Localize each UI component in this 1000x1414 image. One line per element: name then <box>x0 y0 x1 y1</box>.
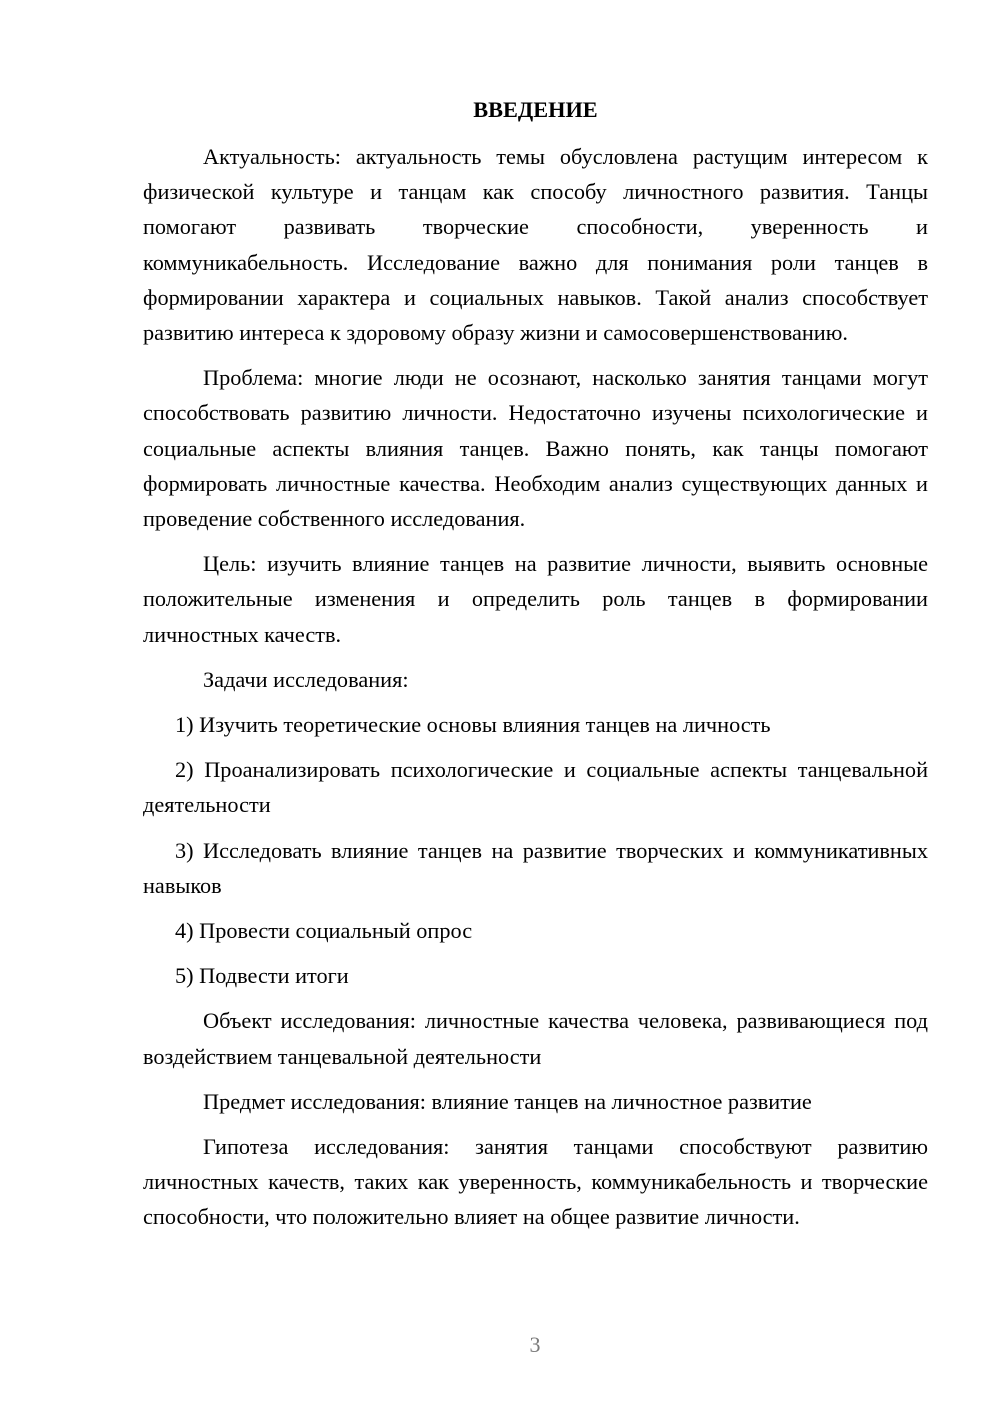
task-item: 3) Исследовать влияние танцев на развитие творческих и коммуникативных навыков <box>143 837 928 898</box>
relevance-paragraph: Актуальность: актуальность темы обусловлена растущим интересом к физической культуре и танцам как способу личностного развития. Танцы помогают развивать творческие способности, уверенность и коммуникабельность. Исследование важно для понимания роли танцев в формировании характера и социальных навыков. Такой анализ способствует развитию интереса к здоровому образу жизни и самосовершенствованию. <box>143 144 928 346</box>
document-page <box>143 92 928 1245</box>
task-item: 2) Проанализировать психологические и социальные аспекты танцевальной деятельности <box>143 757 928 818</box>
goal-paragraph: Цель: изучить влияние танцев на развитие личности, выявить основные положительные изменения и определить роль танцев в формировании личностных качеств. <box>143 551 928 647</box>
object-paragraph: Объект исследования: личностные качества человека, развивающиеся под воздействием танцевальной деятельности <box>143 1008 928 1069</box>
hypothesis-paragraph: Гипотеза исследования: занятия танцами способствуют развитию личностных качеств, таких как уверенность, коммуникабельность и творческие способности, что положительно влияет на общее развитие личности. <box>143 1134 928 1230</box>
tasks-heading: Задачи исследования: <box>203 666 409 692</box>
section-title: ВВЕДЕНИЕ <box>473 97 598 122</box>
page-number: 3 <box>529 1332 541 1357</box>
task-item: 4) Провести социальный опрос <box>175 918 473 944</box>
subject-paragraph: Предмет исследования: влияние танцев на личностное развитие <box>203 1088 812 1114</box>
problem-paragraph: Проблема: многие люди не осознают, насколько занятия танцами могут способствовать развитию личности. Недостаточно изучены психологические и социальные аспекты влияния танцев. Важно понять, как танцы помогают формировать личностные качества. Необходим анализ существующих данных и проведение собственного исследования. <box>143 365 928 532</box>
task-item: 5) Подвести итоги <box>175 963 349 989</box>
task-item: 1) Изучить теоретические основы влияния танцев на личность <box>175 712 771 738</box>
